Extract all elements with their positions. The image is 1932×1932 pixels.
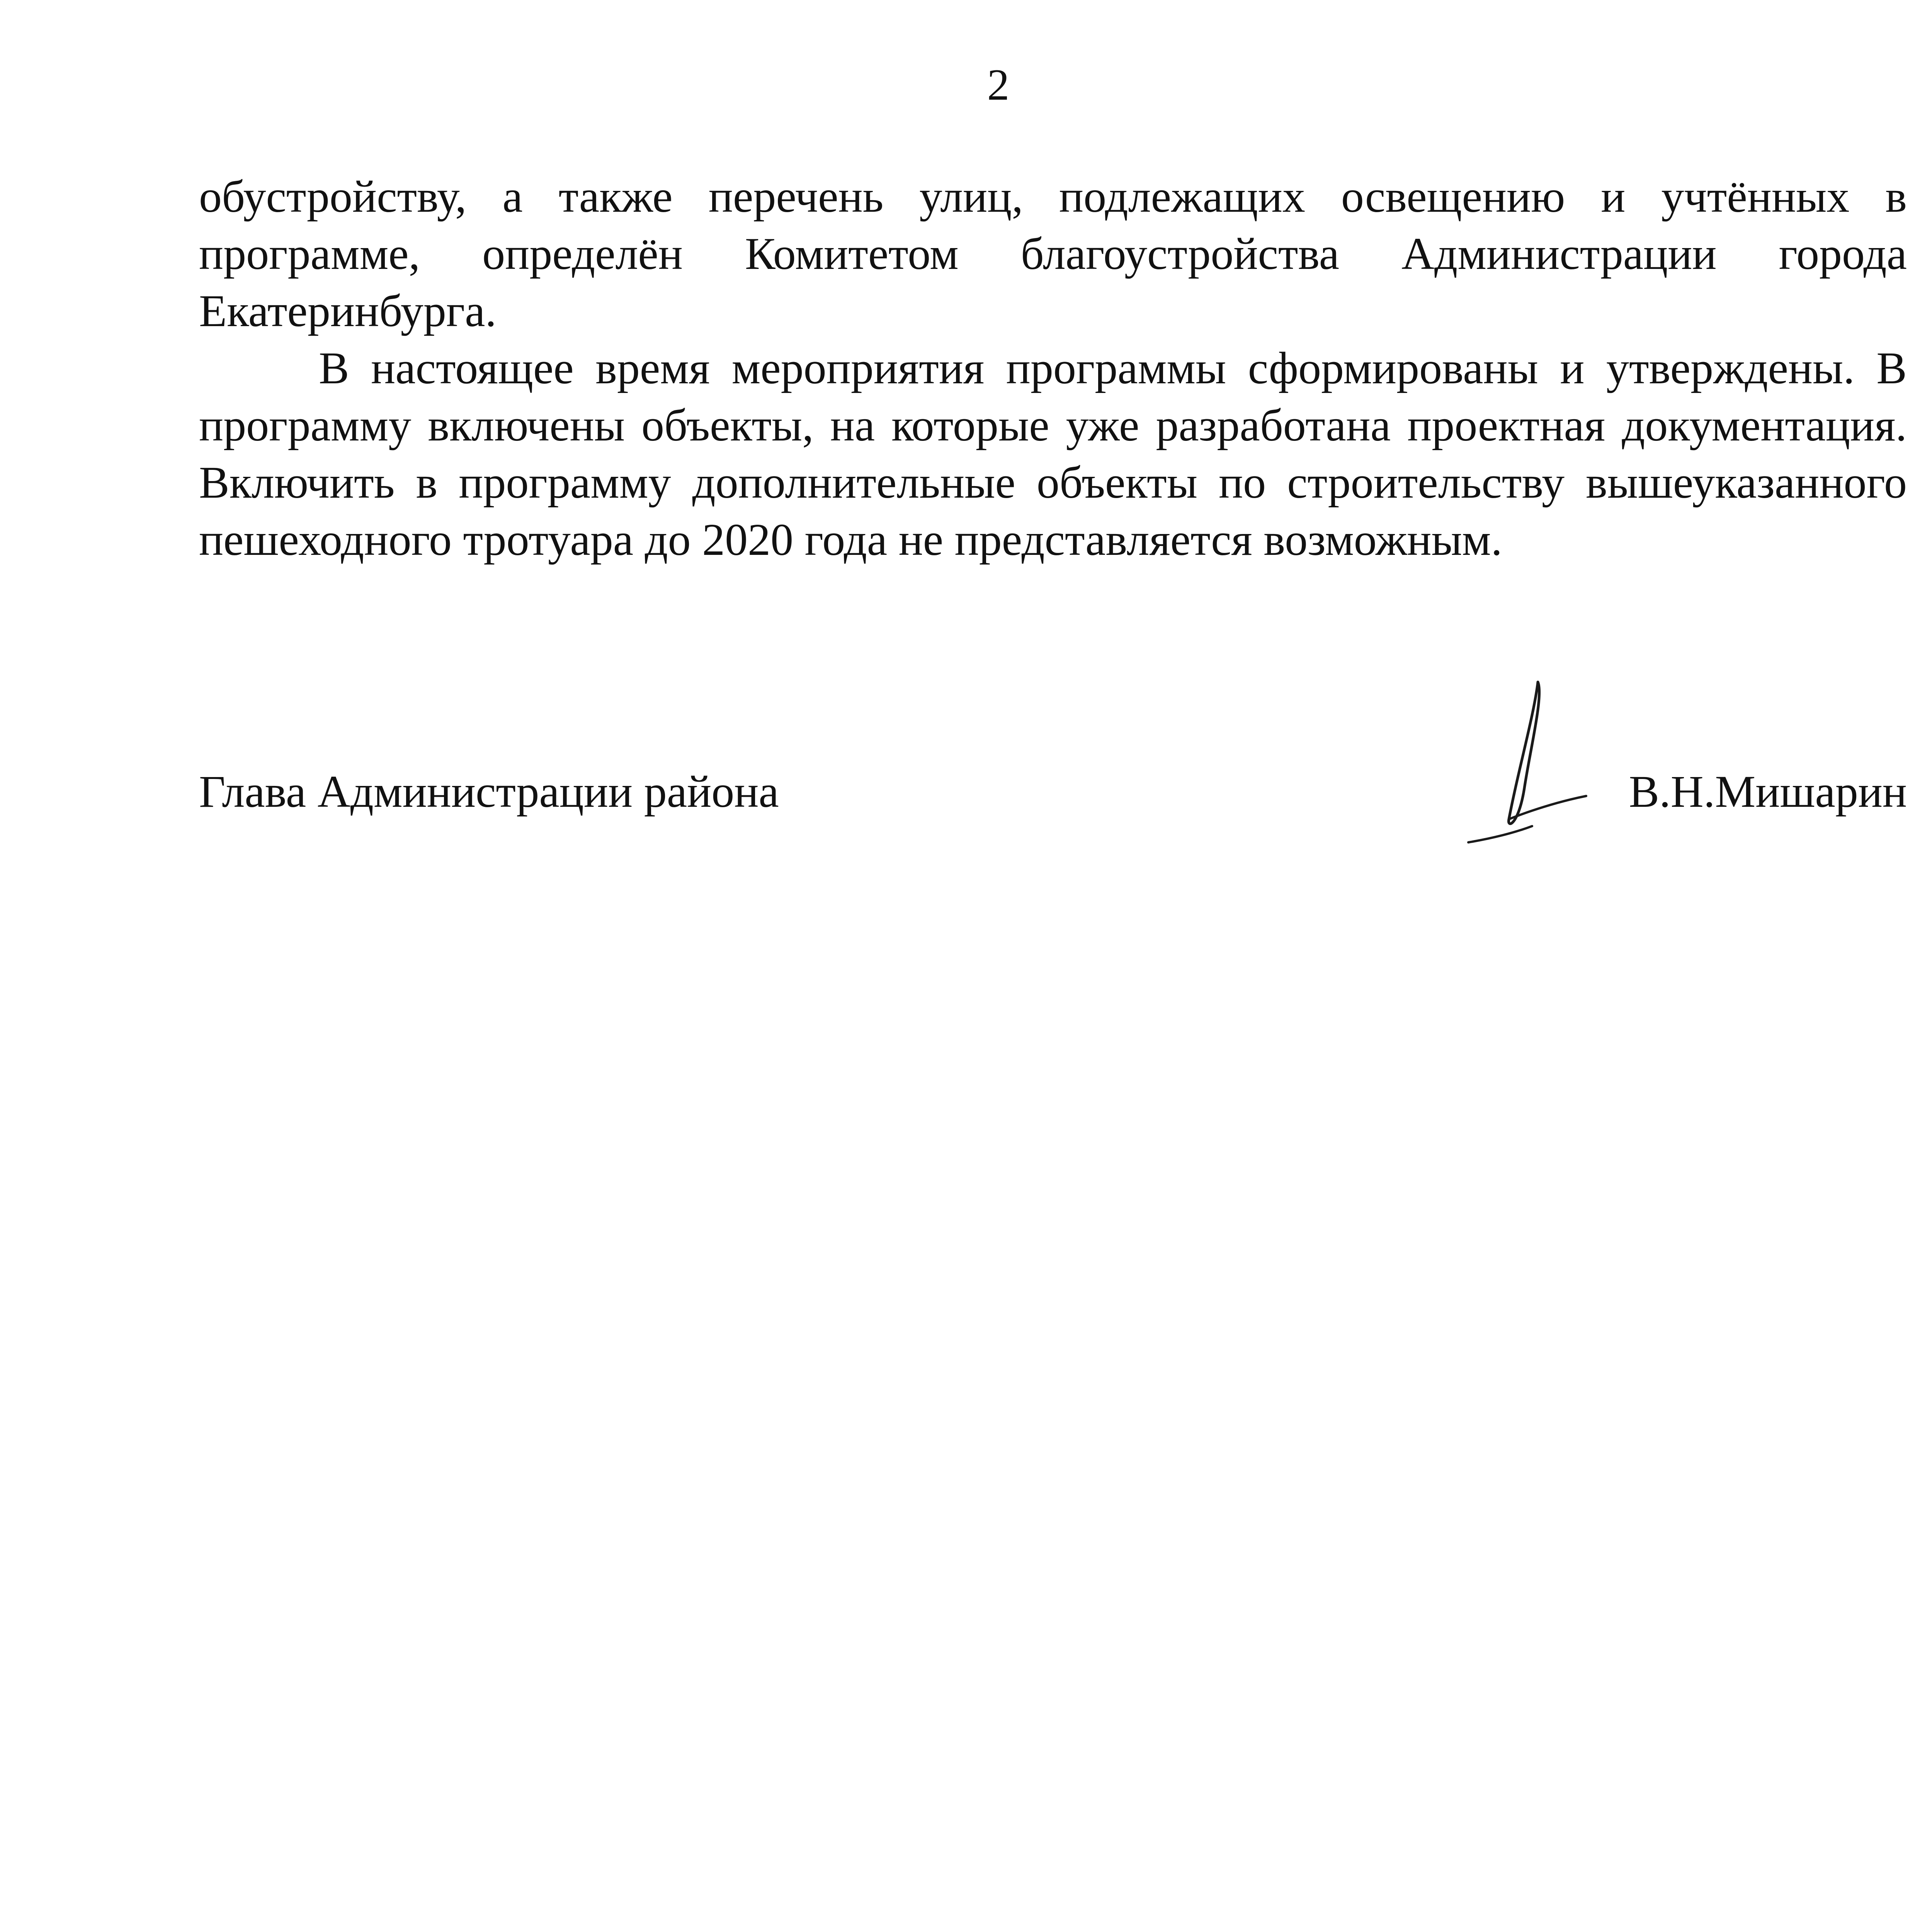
handwritten-signature (1461, 672, 1600, 854)
signatory-title: Глава Администрации района (199, 766, 779, 817)
signatory-name: В.Н.Мишарин (1629, 766, 1907, 817)
page-number: 2 (987, 60, 1010, 109)
paragraph-2: В настоящее время мероприятия программы сформированы и утверждены. В программу включены объекты, на которые уже разработана проектная документация. Включить в программу дополнительные объекты по строительству вышеуказанного пешеходного тротуара до 2020 года не представляется возможным. (199, 343, 1907, 565)
paragraph-1: обустройству, а также перечень улиц, подлежащих освещению и учтённых в программе, определён Комитетом благоустройства Администрации города Екатеринбурга. (199, 171, 1907, 336)
body-text (199, 168, 1907, 568)
